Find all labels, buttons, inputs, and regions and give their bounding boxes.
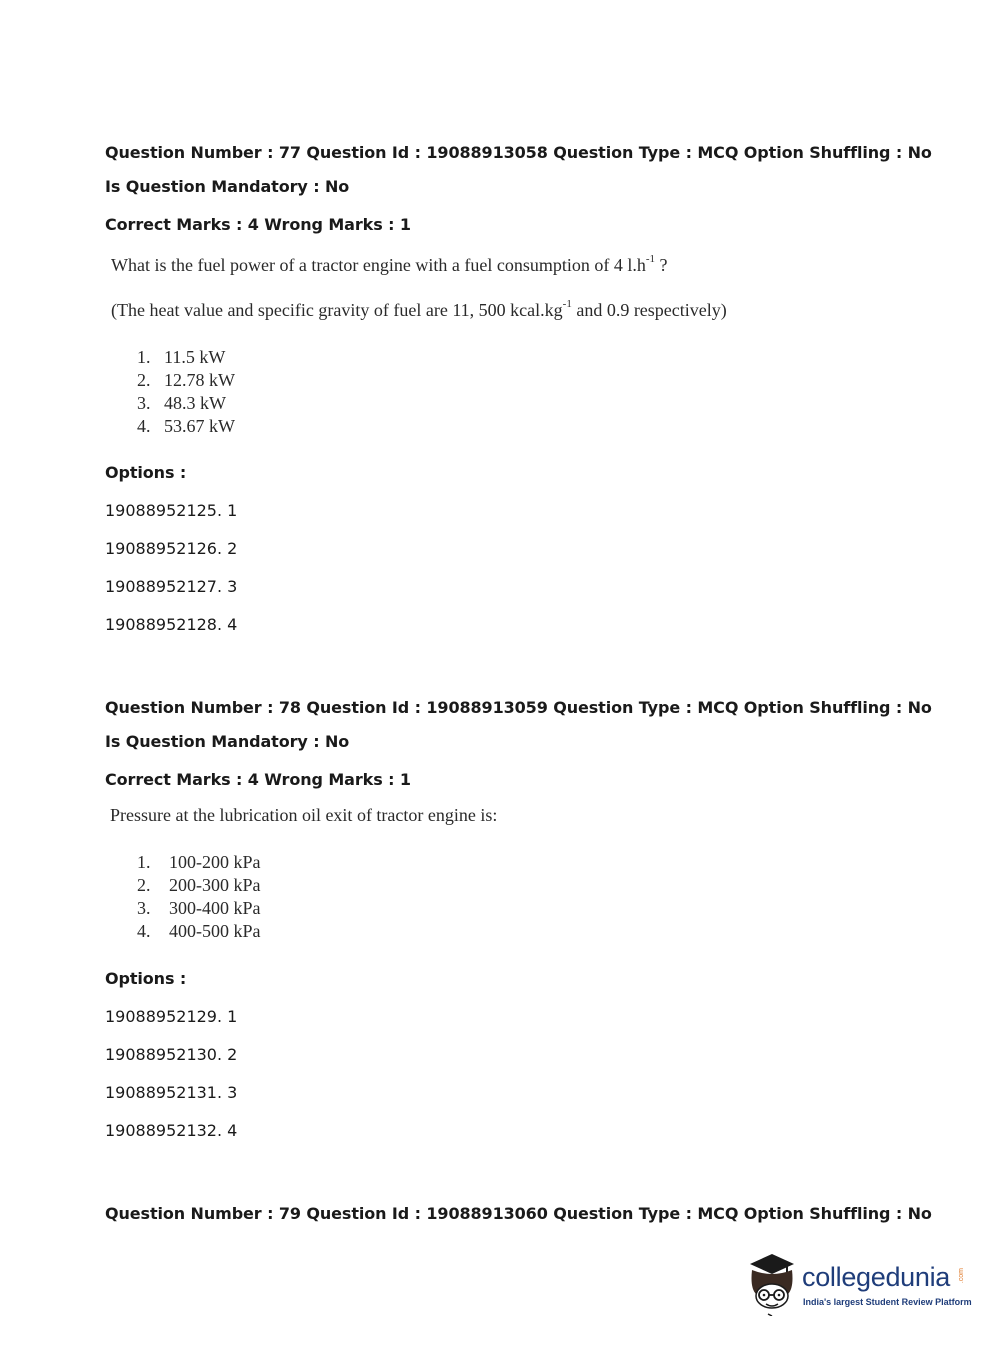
question-77-mandatory: Is Question Mandatory : No xyxy=(105,177,350,196)
choice-item xyxy=(137,346,235,369)
question-77-note-sup: -1 xyxy=(562,298,572,310)
question-77-note-end: and 0.9 respectively) xyxy=(571,300,727,320)
choice-number: 4. xyxy=(137,416,151,436)
question-77-note xyxy=(111,300,727,321)
question-78-header: Question Number : 78 Question Id : 19088913059 Question Type : MCQ Option Shuffling : No xyxy=(105,698,932,717)
choice-number: 3. xyxy=(137,898,151,918)
choice-number: 4. xyxy=(137,921,151,941)
choice-text: 12.78 kW xyxy=(164,370,235,390)
question-78-mandatory: Is Question Mandatory : No xyxy=(105,732,350,751)
option-row: 19088952129. 1 xyxy=(105,1007,238,1026)
option-row: 19088952130. 2 xyxy=(105,1045,238,1064)
mascot-graduate-icon xyxy=(742,1250,802,1316)
choice-item xyxy=(137,897,261,920)
choice-item xyxy=(137,851,261,874)
choice-number: 2. xyxy=(137,875,151,895)
option-row: 19088952131. 3 xyxy=(105,1083,238,1102)
question-78-text: Pressure at the lubrication oil exit of tractor engine is: xyxy=(110,805,498,825)
choice-number: 2. xyxy=(137,370,151,390)
question-77-text-end: ? xyxy=(655,255,668,275)
option-row: 19088952128. 4 xyxy=(105,615,238,634)
question-78-options-label: Options : xyxy=(105,969,187,988)
option-row: 19088952126. 2 xyxy=(105,539,238,558)
question-78-marks: Correct Marks : 4 Wrong Marks : 1 xyxy=(105,770,411,789)
choice-number: 1. xyxy=(137,347,151,367)
option-row: 19088952125. 1 xyxy=(105,501,238,520)
question-77-marks: Correct Marks : 4 Wrong Marks : 1 xyxy=(105,215,411,234)
question-77-note-main: (The heat value and specific gravity of fuel are 11, 500 kcal.kg xyxy=(111,300,563,320)
choice-text: 300-400 kPa xyxy=(169,898,261,918)
choice-item xyxy=(137,874,261,897)
choice-text: 11.5 kW xyxy=(164,347,226,367)
choice-text: 200-300 kPa xyxy=(169,875,261,895)
choice-item xyxy=(137,392,235,415)
option-row: 19088952132. 4 xyxy=(105,1121,238,1140)
question-77-text xyxy=(111,255,668,276)
brand-domain: .com xyxy=(958,1268,965,1284)
choice-number: 3. xyxy=(137,393,151,413)
question-77-header: Question Number : 77 Question Id : 19088913058 Question Type : MCQ Option Shuffling : No xyxy=(105,143,932,162)
brand-tagline: India's largest Student Review Platform xyxy=(803,1297,972,1307)
question-78-choices xyxy=(137,851,261,943)
choice-text: 48.3 kW xyxy=(164,393,226,413)
choice-number: 1. xyxy=(137,852,151,872)
choice-text: 400-500 kPa xyxy=(169,921,261,941)
choice-item xyxy=(137,415,235,438)
choice-item xyxy=(137,369,235,392)
question-79-header: Question Number : 79 Question Id : 19088913060 Question Type : MCQ Option Shuffling : No xyxy=(105,1204,932,1223)
option-row: 19088952127. 3 xyxy=(105,577,238,596)
question-77-text-main: What is the fuel power of a tractor engine with a fuel consumption of 4 l.h xyxy=(111,255,646,275)
question-77-choices xyxy=(137,346,235,438)
brand-name: collegedunia xyxy=(802,1262,951,1292)
choice-item xyxy=(137,920,261,943)
question-77-options-label: Options : xyxy=(105,463,187,482)
choice-text: 100-200 kPa xyxy=(169,852,261,872)
question-77-text-sup: -1 xyxy=(645,253,656,265)
choice-text: 53.67 kW xyxy=(164,416,235,436)
